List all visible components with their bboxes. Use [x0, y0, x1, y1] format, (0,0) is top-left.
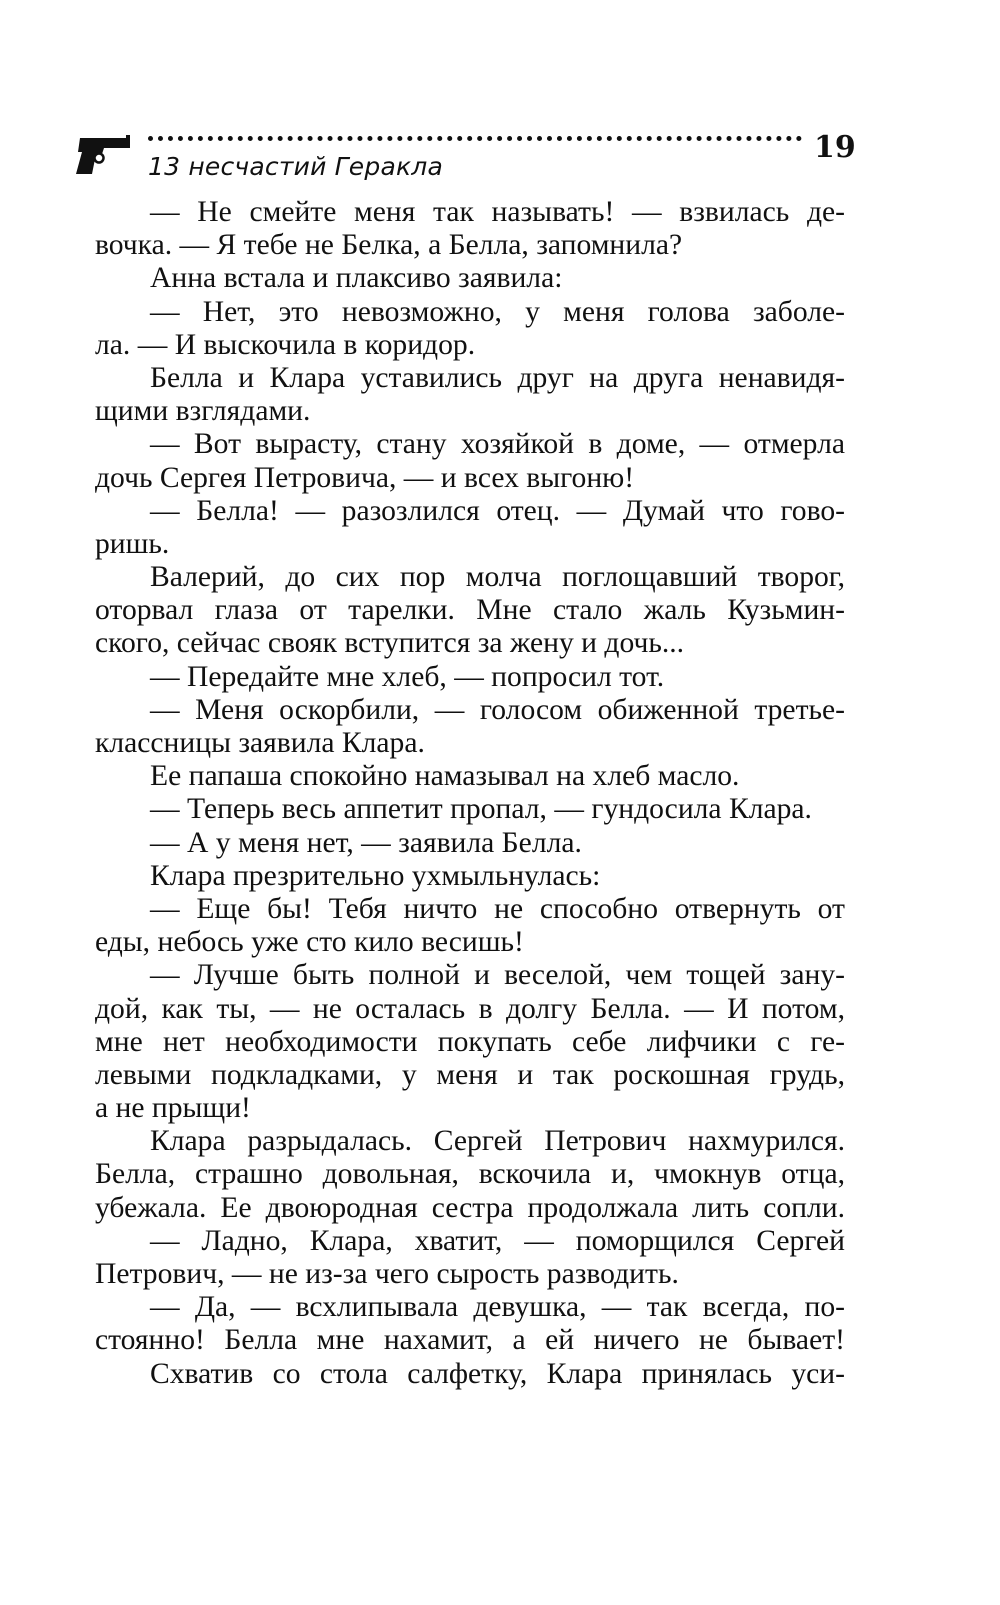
- text-line: левыми подкладками, у меня и так роскошная грудь,: [95, 1058, 845, 1091]
- text-line: — А у меня нет, — заявила Белла.: [150, 826, 582, 859]
- text-line: еды, небось уже сто кило весишь!: [95, 926, 524, 959]
- text-line: Белла и Клара уставились друг на друга ненавидя-: [150, 361, 845, 394]
- text-line: Схватив со стола салфетку, Клара принялась уси-: [150, 1357, 845, 1390]
- text-line: — Передайте мне хлеб, — попросил тот.: [150, 660, 665, 693]
- text-line: — Вот вырасту, стану хозяйкой в доме, — отмерла: [150, 428, 845, 461]
- text-line: Клара презрительно ухмыльнулась:: [150, 859, 601, 892]
- page-header: [72, 128, 872, 188]
- text-line: ского, сейчас свояк вступится за жену и дочь...: [95, 627, 685, 660]
- text-line: убежала. Ее двоюродная сестра продолжала лить сопли.: [95, 1191, 845, 1224]
- text-line: Анна встала и плаксиво заявила:: [150, 262, 563, 295]
- pistol-icon: [72, 134, 134, 178]
- text-line: — Белла! — разозлился отец. — Думай что гово-: [150, 494, 845, 527]
- text-line: — Не смейте меня так называть! — взвилась де-: [150, 196, 845, 228]
- text-line: мне нет необходимости покупать себе лифчики с ге-: [95, 1025, 845, 1058]
- text-line: — Еще бы! Тебя ничто не способно отвернуть от: [150, 892, 845, 925]
- text-line: вочка. — Я тебе не Белка, а Белла, запомнила?: [95, 229, 683, 262]
- text-line: — Ладно, Клара, хватит, — поморщился Сергей: [150, 1224, 845, 1257]
- text-line: оторвал глаза от тарелки. Мне стало жаль Кузьмин-: [95, 594, 845, 627]
- text-line: а не прыщи!: [95, 1092, 251, 1125]
- text-line: стоянно! Белла мне нахамит, а ей ничего не бывает!: [95, 1324, 845, 1357]
- text-line: Ее папаша спокойно намазывал на хлеб масло.: [150, 760, 740, 793]
- text-line: — Меня оскорбили, — голосом обиженной третье-: [150, 693, 845, 726]
- running-title: 13 несчастий Геракла: [148, 152, 443, 181]
- text-line: Белла, страшно довольная, вскочила и, чмокнув отца,: [95, 1158, 845, 1191]
- text-line: классницы заявила Клара.: [95, 727, 425, 759]
- text-line: дочь Сергея Петровича, — и всех выгоню!: [95, 461, 635, 494]
- page-number: 19: [814, 130, 856, 165]
- text-line: — Лучше быть полной и веселой, чем тощей зану-: [150, 959, 845, 992]
- text-line: ришь.: [95, 527, 170, 560]
- text-line: Петрович, — не из-за чего сырость разводить.: [95, 1258, 679, 1290]
- text-line: Валерий, до сих пор молча поглощавший творог,: [150, 561, 845, 594]
- text-line: — Да, — всхлипывала девушка, — так всегда, по-: [150, 1291, 845, 1324]
- text-line: дой, как ты, — не осталась в долгу Белла. — И потом,: [95, 992, 845, 1025]
- text-line: ла. — И выскочила в коридор.: [95, 328, 476, 361]
- text-line: — Нет, это невозможно, у меня голова заболе-: [150, 295, 845, 328]
- text-line: — Теперь весь аппетит пропал, — гундосила Клара.: [150, 793, 812, 826]
- text-line: щими взглядами.: [95, 395, 311, 428]
- body-text: [95, 196, 845, 1391]
- text-line: Клара разрыдалась. Сергей Петрович нахмурился.: [150, 1125, 845, 1158]
- header-dotted-rule: [148, 136, 802, 141]
